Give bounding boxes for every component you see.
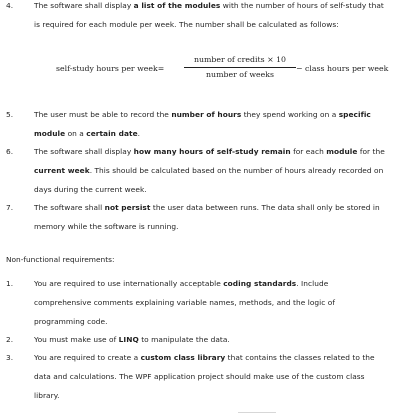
list-number: 4. — [6, 1, 14, 10]
text-line: The software shall not persist the user data between runs. The data shall only be stored in — [34, 203, 380, 212]
nonfunctional-heading: Non-functional requirements: — [6, 255, 115, 264]
requirement-text — [34, 198, 416, 236]
text-line: programming code. — [34, 317, 108, 326]
formula-rhs: − class hours per week — [296, 64, 389, 73]
emphasis-text: LINQ — [118, 335, 139, 344]
requirement-text — [34, 348, 416, 405]
requirement-text — [34, 0, 416, 34]
requirement-text — [34, 330, 416, 349]
text-line: data and calculations. The WPF application project should make use of the custom class — [34, 372, 365, 381]
list-number: 6. — [6, 147, 14, 156]
requirement-text — [34, 274, 416, 331]
text-line: is required for each module per week. The number shall be calculated as follows: — [34, 20, 339, 29]
text-line: You are required to create a custom class library that contains the classes related to the — [34, 353, 375, 362]
emphasis-text: number of hours — [171, 110, 242, 119]
requirement-text — [34, 105, 416, 143]
emphasis-text: custom class library — [140, 353, 226, 362]
text-line: You are required to use internationally acceptable coding standards. Include — [34, 279, 329, 288]
text-line: The software shall display how many hours of self-study remain for each module for the — [34, 147, 385, 156]
emphasis-text: how many hours of self-study remain — [133, 147, 291, 156]
formula-denominator: number of weeks — [206, 70, 274, 79]
formula-numerator: number of credits × 10 — [193, 55, 287, 64]
text-line: The software shall display a list of the modules with the number of hours of self-study that — [34, 1, 384, 10]
text-line: library. — [34, 391, 60, 400]
list-number: 7. — [6, 203, 14, 212]
text-line: current week. This should be calculated based on the number of hours already recorded on — [34, 166, 384, 175]
emphasis-text: not persist — [104, 203, 151, 212]
emphasis-text: module — [34, 129, 66, 138]
list-number: 1. — [6, 279, 14, 288]
self-study-formula — [56, 52, 406, 88]
list-number: 3. — [6, 353, 14, 362]
text-line: The user must be able to record the number of hours they spend working on a specific — [34, 110, 371, 119]
formula-lhs: self-study hours per week= — [56, 64, 165, 73]
emphasis-text: a list of the modules — [133, 1, 221, 10]
list-number: 2. — [6, 335, 14, 344]
text-line: comprehensive comments explaining variable names, methods, and the logic of — [34, 298, 335, 307]
text-line: memory while the software is running. — [34, 222, 179, 231]
emphasis-text: specific — [338, 110, 371, 119]
fraction-bar — [184, 67, 296, 68]
text-line: You must make use of LINQ to manipulate the data. — [34, 335, 230, 344]
emphasis-text: certain date — [86, 129, 138, 138]
requirement-text — [34, 142, 416, 199]
emphasis-text: coding standards — [223, 279, 297, 288]
text-line: days during the current week. — [34, 185, 147, 194]
emphasis-text: module — [326, 147, 358, 156]
text-line: module on a certain date. — [34, 129, 141, 138]
list-number: 5. — [6, 110, 14, 119]
page-edge-divider — [238, 412, 276, 413]
emphasis-text: current week — [34, 166, 90, 175]
formula-fraction — [184, 54, 296, 81]
